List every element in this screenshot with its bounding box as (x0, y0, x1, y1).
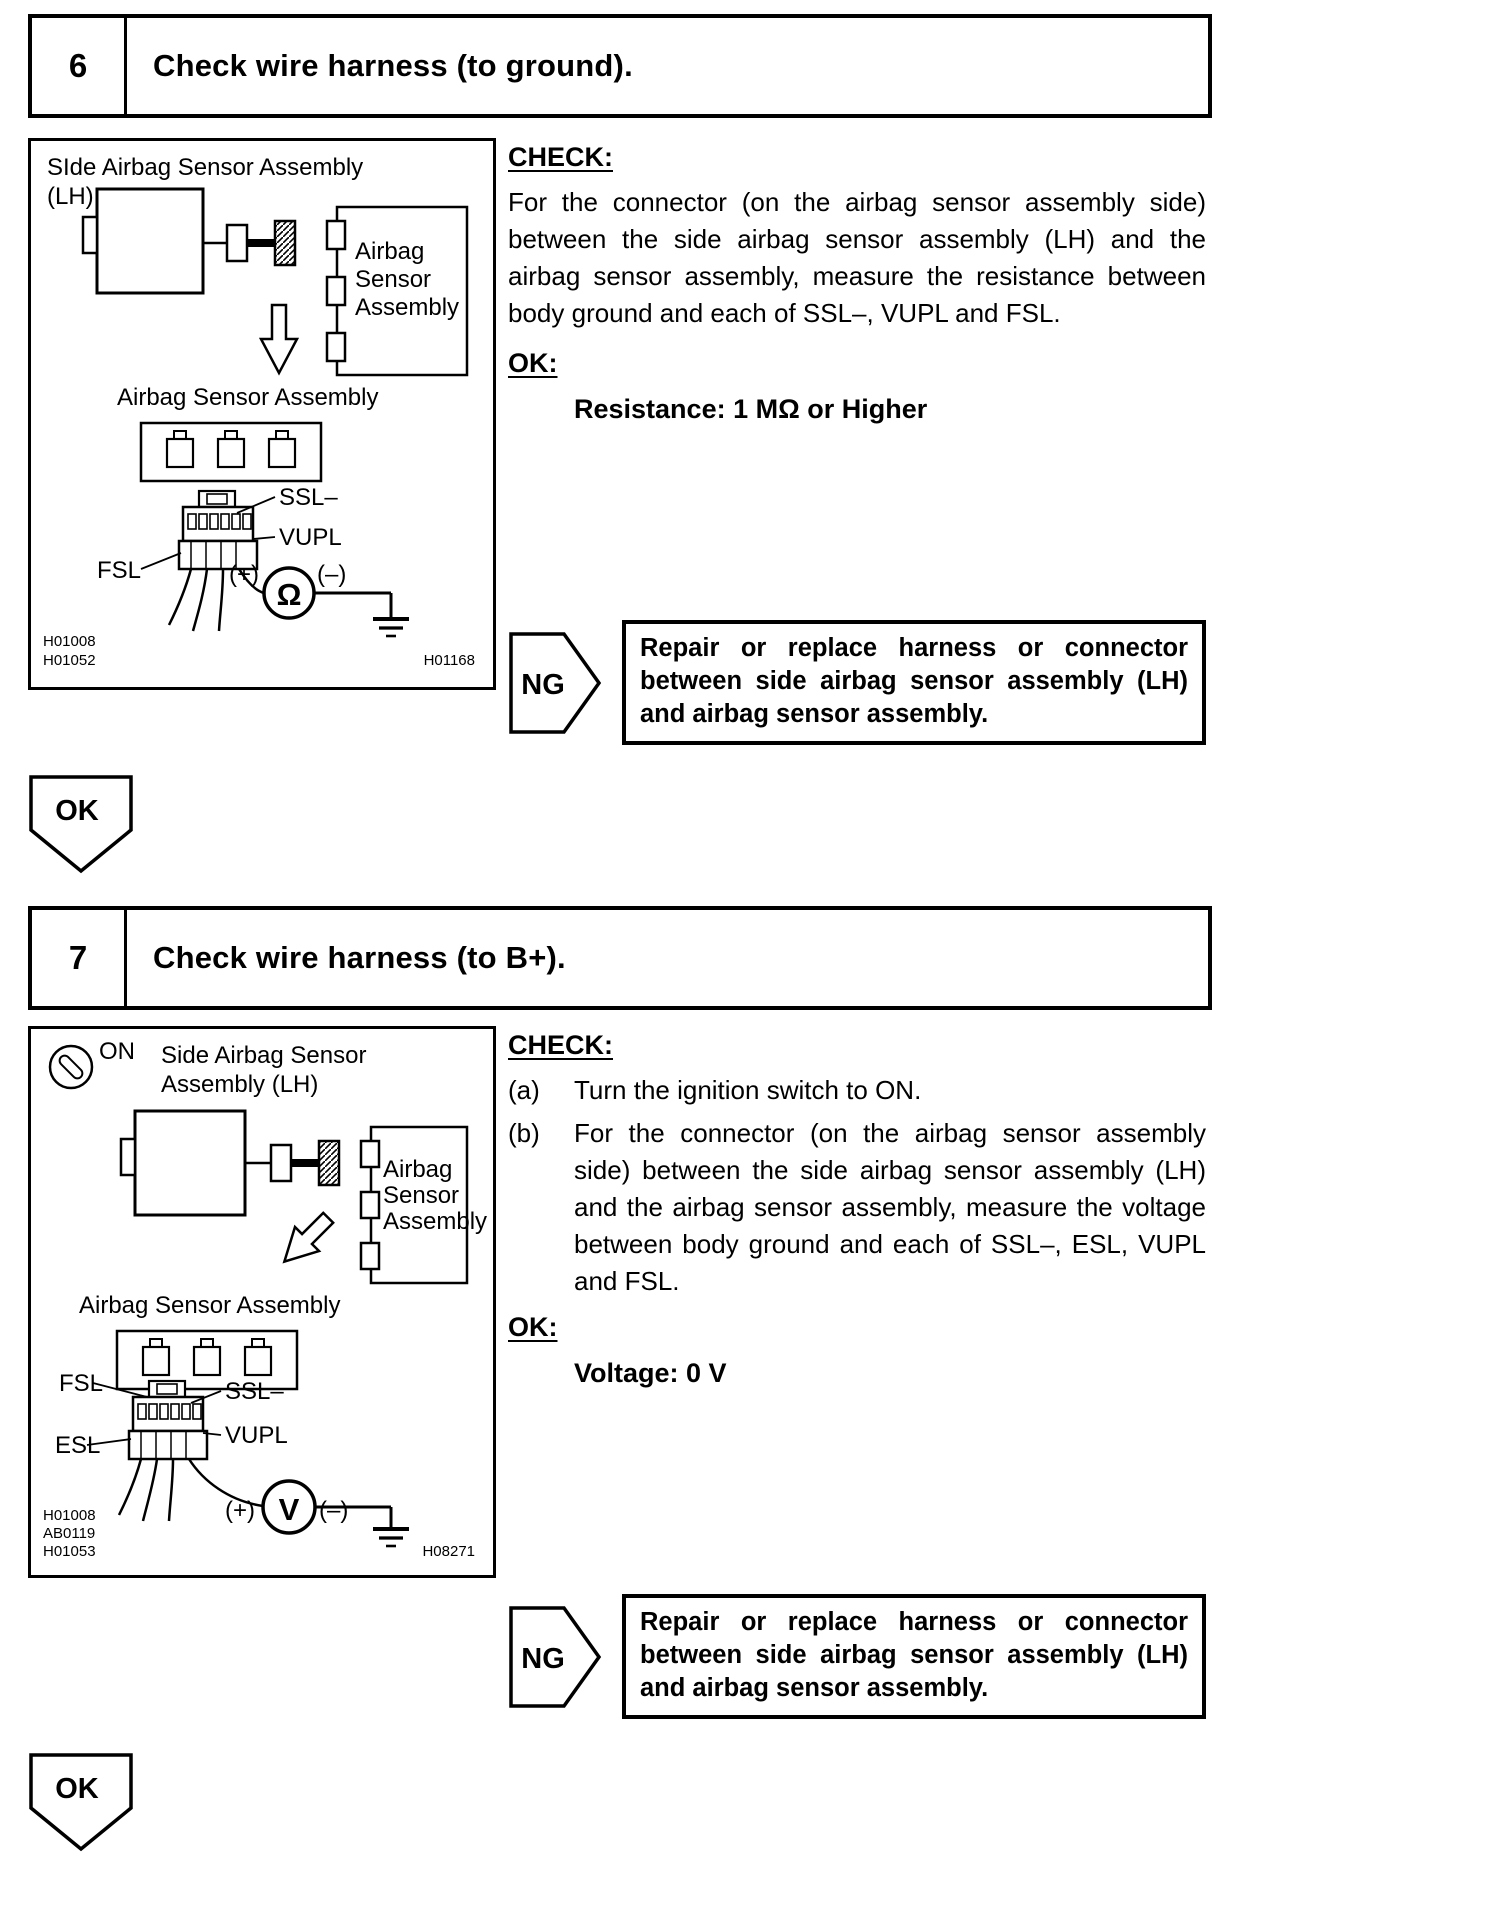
step7-diagram (28, 1026, 496, 1578)
pin-label-esl: ESL (55, 1432, 101, 1459)
ok-heading: OK: (508, 1311, 558, 1342)
ng-arrow (508, 1605, 602, 1709)
step6-ng-row (508, 620, 1206, 745)
step7-title: Check wire harness (to B+). (153, 940, 566, 975)
ground-icon (373, 619, 409, 636)
check-heading: CHECK: (508, 1030, 613, 1060)
step6-number: 6 (32, 18, 127, 114)
figure-code-right: H08271 (422, 1543, 475, 1560)
figure-code-2: H01052 (43, 652, 96, 669)
ng-action-box: Repair or replace harness or connector between side airbag sensor assembly (LH) and airbag sensor assembly. (622, 1594, 1206, 1719)
connector-pair-drawing (203, 221, 295, 265)
figure-code-1: H01008 (43, 633, 96, 650)
step7-diagram-svg (31, 1029, 487, 1569)
step6-diagram (28, 138, 496, 690)
airbag-sensor-assembly-label: Airbag Sensor Assembly (117, 384, 379, 411)
ignition-on-icon (50, 1046, 92, 1088)
pin-label-vupl: VUPL (279, 524, 342, 551)
check-text: For the connector (on the airbag sensor assembly side) between the side airbag sensor assembly (LH) and the airbag sensor assembly, measure the resistance between body ground and each of SSL–, VUPL and FSL. (508, 187, 1206, 329)
volt-symbol: V (278, 1492, 300, 1527)
ok-spec: Voltage: 0 V (574, 1358, 727, 1389)
item-label: (a) (508, 1075, 540, 1106)
step6-diagram-svg (31, 141, 487, 681)
diagram-title-line2: (LH) (47, 183, 94, 210)
ok-heading: OK: (508, 347, 558, 378)
ng-label: NG (521, 1642, 565, 1675)
step6-title: Check wire harness (to ground). (153, 48, 633, 83)
figure-code-1: H01008 (43, 1507, 96, 1524)
pin-label-ssl: SSL– (225, 1378, 284, 1405)
assembly-label-line1: Airbag (355, 238, 425, 265)
figure-code-3: H01053 (43, 1543, 96, 1560)
ok-connector-1 (28, 774, 134, 879)
pin-label-fsl: FSL (59, 1370, 104, 1397)
assembly-label-line2: Sensor (355, 266, 432, 293)
airbag-sensor-assembly-label: Airbag Sensor Assembly (79, 1292, 341, 1319)
ohmmeter-circuit-drawing (229, 561, 409, 636)
down-left-arrow-icon (272, 1206, 340, 1274)
item-label: (b) (508, 1118, 540, 1149)
ng-action-box: Repair or replace harness or connector between side airbag sensor assembly (LH) and airbag sensor assembly. (622, 620, 1206, 745)
diagram-title-line2: Assembly (LH) (161, 1071, 319, 1098)
assembly-label-line1: Airbag (383, 1156, 453, 1183)
connector-pair-drawing (245, 1141, 339, 1185)
figure-code-right: H01168 (423, 652, 475, 669)
ng-label: NG (521, 668, 565, 701)
check-heading: CHECK: (508, 142, 613, 172)
step6-header (28, 14, 1212, 118)
meter-minus-label: (–) (319, 1497, 349, 1524)
ng-arrow (508, 631, 602, 735)
voltmeter-circuit-drawing (189, 1459, 409, 1546)
assembly-label-line3: Assembly (355, 294, 460, 321)
meter-plus-label: (+) (229, 561, 259, 588)
ohm-symbol: Ω (276, 577, 302, 612)
step7-ng-row (508, 1594, 1206, 1719)
step6-instructions (508, 138, 1206, 429)
step7-instructions (508, 1026, 1206, 1392)
ok-label: OK (55, 795, 99, 827)
ok-connector-2 (28, 1752, 134, 1857)
side-airbag-sensor-drawing (83, 189, 203, 293)
airbag-sensor-assembly-drawing (361, 1127, 487, 1283)
down-arrow-icon (261, 305, 297, 373)
item-text: For the connector (on the airbag sensor assembly side) between the side airbag sensor assembly (LH) and the airbag sensor assembly, measure the voltage between body ground and each of SSL–, ESL, VUPL and FSL. (574, 1118, 1206, 1296)
step7-number: 7 (32, 910, 127, 1006)
item-text: Turn the ignition switch to ON. (574, 1075, 922, 1106)
connector-housing-drawing (141, 423, 321, 481)
step7-header (28, 906, 1212, 1010)
pin-label-vupl: VUPL (225, 1422, 288, 1449)
side-airbag-sensor-drawing (121, 1111, 245, 1215)
meter-minus-label: (–) (317, 561, 347, 588)
meter-plus-label: (+) (225, 1497, 255, 1524)
ground-icon (373, 1529, 409, 1546)
check-item-b (508, 1115, 1206, 1300)
ok-spec: Resistance: 1 MΩ or Higher (574, 394, 928, 425)
diagram-title-line1: SIde Airbag Sensor Assembly (47, 154, 364, 181)
diagram-title-line1: Side Airbag Sensor (161, 1042, 367, 1069)
figure-code-2: AB0119 (43, 1525, 96, 1542)
pin-label-fsl: FSL (97, 557, 142, 584)
pin-label-ssl: SSL– (279, 484, 338, 511)
ok-label: OK (55, 1773, 99, 1805)
airbag-sensor-assembly-drawing (327, 207, 467, 375)
check-item-a (508, 1072, 1206, 1109)
ignition-on-label: ON (99, 1038, 135, 1065)
assembly-label-line3: Assembly (383, 1208, 487, 1235)
assembly-label-line2: Sensor (383, 1182, 460, 1209)
